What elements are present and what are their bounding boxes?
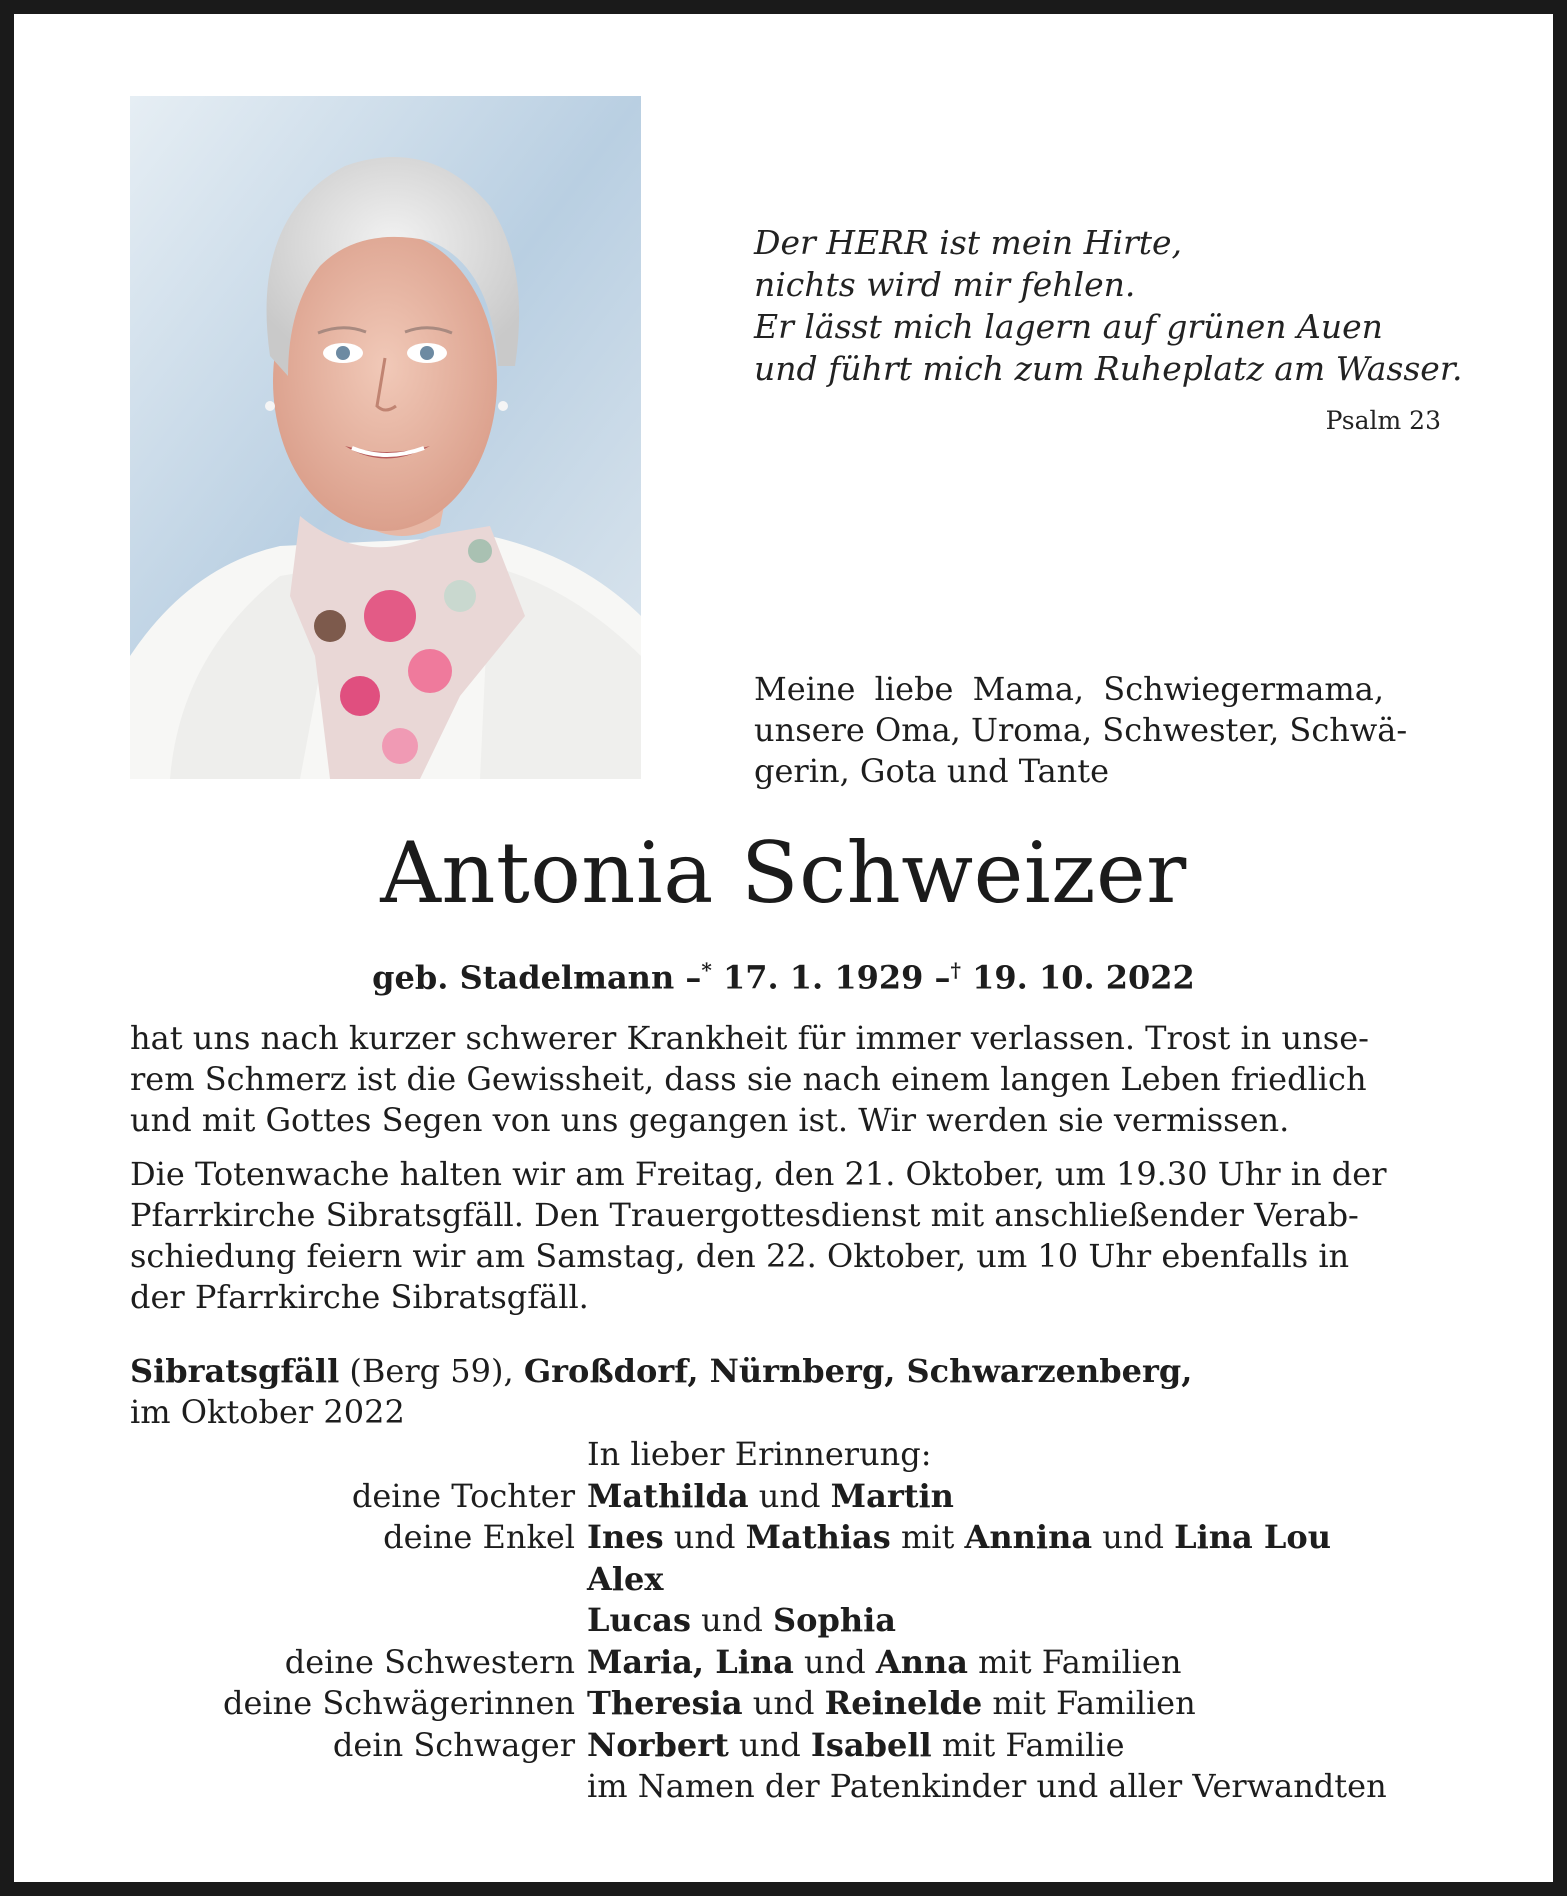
- mourner-name: Martin: [830, 1476, 954, 1515]
- relation-label: deine Tochter: [351, 1476, 575, 1515]
- connector-text: und: [793, 1642, 876, 1681]
- dash: –: [934, 958, 951, 997]
- portrait-photo: [130, 96, 641, 779]
- mourner-names: [587, 1559, 1441, 1601]
- mourner-row: [130, 1600, 1441, 1642]
- star-symbol: *: [701, 958, 712, 982]
- connector-text: und: [728, 1725, 811, 1764]
- mourners-heading: In lieber Erinnerung:: [587, 1435, 932, 1473]
- mourner-row: [130, 1517, 1441, 1559]
- place-and-date: [130, 1351, 1441, 1433]
- intro-text: [754, 669, 1441, 792]
- relation-label: [130, 1600, 587, 1642]
- relation-label: [130, 1434, 587, 1476]
- connector-text: mit Familien: [967, 1642, 1182, 1681]
- psalm-line: Er lässt mich lagern auf grünen Auen: [754, 307, 1383, 346]
- mourner-name: Annina: [964, 1518, 1093, 1556]
- connector-text: mit: [890, 1518, 965, 1556]
- relation-label: deine Schwestern: [284, 1642, 575, 1681]
- birth-name: geb. Stadelmann: [372, 958, 675, 997]
- announcement-paragraph: [130, 1018, 1441, 1141]
- obituary-page: [14, 14, 1553, 1882]
- mourner-row: [130, 1766, 1441, 1808]
- mourner-names: [587, 1600, 1441, 1642]
- mourners-list: [130, 1434, 1441, 1808]
- connector-text: mit Familien: [982, 1684, 1196, 1722]
- mourner-row: [130, 1725, 1441, 1767]
- psalm-source: Psalm 23: [1325, 406, 1441, 435]
- mourner-name: Mathias: [745, 1518, 891, 1556]
- connector-text: und: [742, 1684, 825, 1722]
- intro-line: Meine liebe Mama, Schwiegermama,: [754, 670, 1385, 708]
- cross-symbol: †: [950, 958, 961, 982]
- mourner-name: Norbert: [587, 1725, 729, 1764]
- connector-text: und: [748, 1476, 831, 1515]
- mourner-row: [130, 1642, 1441, 1684]
- places-line: [130, 1351, 1441, 1392]
- mourner-name: Lucas: [587, 1601, 691, 1639]
- funeral-paragraph: [130, 1154, 1441, 1318]
- mourner-names: [587, 1725, 1441, 1767]
- life-dates: [14, 958, 1553, 997]
- psalm-quote: [754, 222, 1463, 390]
- intro-line: gerin, Gota und Tante: [754, 752, 1110, 790]
- connector-text: und: [1092, 1518, 1175, 1556]
- date-line: im Oktober 2022: [130, 1393, 405, 1431]
- mourner-row: [130, 1476, 1441, 1518]
- mourner-name: Sophia: [773, 1601, 897, 1639]
- intro-line: unsere Oma, Uroma, Schwester, Schwä-: [754, 711, 1408, 749]
- psalm-line: und führt mich zum Ruheplatz am Wasser.: [754, 349, 1463, 388]
- connector-text: und: [691, 1601, 774, 1639]
- relation-label: [130, 1766, 587, 1808]
- paragraph-line: schiedung feiern wir am Samstag, den 22. Oktober, um 10 Uhr ebenfalls in: [130, 1237, 1350, 1275]
- paragraph-line: der Pfarrkirche Sibratsgfäll.: [130, 1278, 589, 1316]
- connector-text: mit Familie: [931, 1725, 1125, 1764]
- mourner-row: [130, 1683, 1441, 1725]
- dash: –: [685, 958, 702, 997]
- psalm-line: Der HERR ist mein Hirte,: [754, 223, 1183, 262]
- deceased-name: Antonia Schweizer: [380, 824, 1187, 922]
- address: (Berg 59),: [339, 1352, 524, 1390]
- mourner-name: Mathilda: [587, 1476, 749, 1515]
- mourner-names: [587, 1642, 1441, 1684]
- relation-label: deine Schwägerinnen: [222, 1684, 575, 1722]
- mourner-row: [130, 1559, 1441, 1601]
- relation-label: [130, 1559, 587, 1601]
- mourner-name: Reinelde: [824, 1684, 983, 1722]
- town: Sibratsgfäll: [130, 1352, 340, 1390]
- psalm-line: nichts wird mir fehlen.: [754, 265, 1136, 304]
- paragraph-line: Die Totenwache halten wir am Freitag, den 21. Oktober, um 19.30 Uhr in der: [130, 1155, 1387, 1193]
- mourner-names: [587, 1766, 1441, 1808]
- relation-label: dein Schwager: [332, 1725, 575, 1764]
- mourner-names: [587, 1517, 1441, 1559]
- birth-date: 17. 1. 1929: [722, 958, 924, 997]
- paragraph-line: und mit Gottes Segen von uns gegangen ist. Wir werden sie vermissen.: [130, 1101, 1290, 1139]
- mourner-names: [587, 1476, 1441, 1518]
- mourner-name: Alex: [587, 1559, 664, 1598]
- mourner-name: Anna: [875, 1642, 968, 1681]
- mourner-name: Isabell: [810, 1725, 932, 1764]
- paragraph-line: rem Schmerz ist die Gewissheit, dass sie nach einem langen Leben friedlich: [130, 1060, 1367, 1098]
- portrait-illustration: [130, 96, 641, 779]
- relation-label: deine Enkel: [383, 1518, 575, 1556]
- mourner-name: Maria, Lina: [587, 1642, 794, 1681]
- paragraph-line: hat uns nach kurzer schwerer Krankheit für immer verlassen. Trost in unse-: [130, 1019, 1369, 1057]
- mourner-name: Theresia: [587, 1684, 743, 1722]
- death-date: 19. 10. 2022: [972, 958, 1195, 997]
- paragraph-line: Pfarrkirche Sibratsgfäll. Den Trauergottesdienst mit anschließender Verab-: [130, 1196, 1359, 1234]
- other-places: Großdorf, Nürnberg, Schwarzenberg,: [523, 1352, 1193, 1390]
- connector-text: und: [663, 1518, 746, 1556]
- mourner-names: [587, 1683, 1441, 1725]
- mourner-name: Lina Lou: [1174, 1518, 1332, 1556]
- mourner-name: Ines: [587, 1518, 664, 1556]
- connector-text: im Namen der Patenkinder und aller Verwandten: [587, 1767, 1387, 1805]
- mourners-heading-row: [130, 1434, 1441, 1476]
